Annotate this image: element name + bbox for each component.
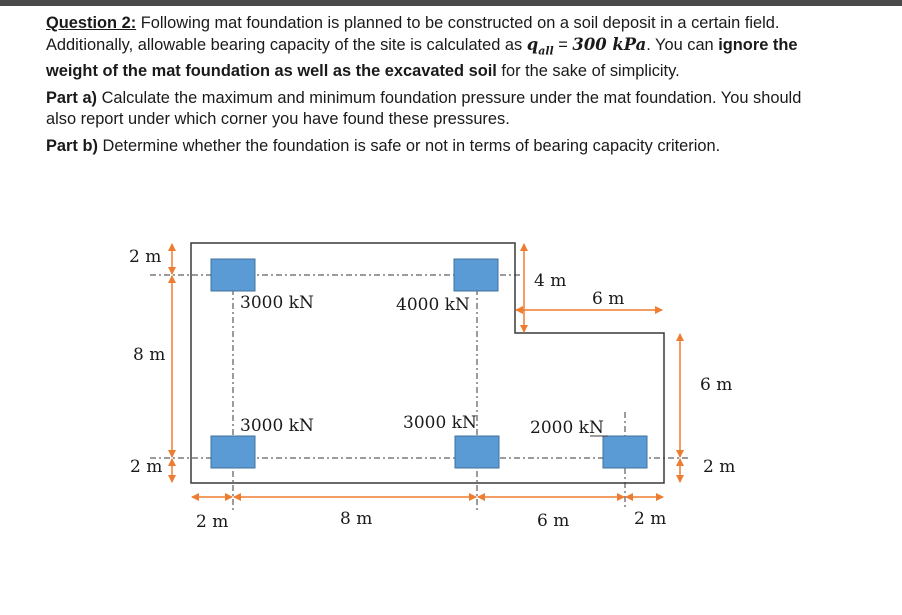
part-a-label: Part a): [46, 89, 98, 108]
dim-left-top: 2 m: [129, 247, 162, 267]
column-bot-left: [211, 436, 255, 468]
dim-notch-depth: 4 m: [534, 271, 567, 291]
foundation-outline: [191, 243, 664, 483]
dim-left-bottom: 2 m: [130, 457, 163, 477]
dim-notch-width: 6 m: [592, 289, 625, 309]
question-after-value: . You can: [646, 36, 719, 54]
dim-bottom-1: 2 m: [196, 512, 229, 532]
dim-right-upper: 6 m: [700, 375, 733, 395]
q-value: 300 kPa: [572, 35, 647, 54]
part-a-text: Calculate the maximum and minimum foundation pressure under the mat foundation. You should also report under which corner you have found these pressures.: [46, 89, 802, 129]
dim-left-middle: 8 m: [133, 345, 166, 365]
dim-bottom-2: 8 m: [340, 509, 373, 529]
column-bot-right: [603, 436, 647, 468]
q-equals: =: [553, 36, 573, 54]
dim-bottom-4: 2 m: [634, 509, 667, 529]
load-label-bot-right: 2000 kN: [530, 418, 604, 438]
part-b-label: Part b): [46, 137, 98, 156]
bold-instruction: ignore the weight of the mat foundation as well as the excavated soil: [46, 36, 798, 81]
load-label-top-left: 3000 kN: [240, 293, 314, 313]
question-label: Question 2:: [46, 14, 137, 32]
load-label-bot-mid: 3000 kN: [403, 413, 477, 433]
question-tail: for the sake of simplicity.: [496, 62, 680, 81]
dim-right-lower: 2 m: [703, 457, 736, 477]
column-bot-mid: [455, 436, 499, 468]
dim-bottom-3: 6 m: [537, 511, 570, 531]
q-symbol: $q_{all}$: [526, 35, 554, 58]
column-top-left: [211, 259, 255, 291]
load-label-bot-left: 3000 kN: [240, 416, 314, 436]
column-top-mid: [454, 259, 498, 291]
load-label-top-mid: 4000 kN: [396, 295, 470, 315]
part-b-text: Determine whether the foundation is safe or not in terms of bearing capacity criterion.: [97, 137, 721, 156]
question-intro: Following mat foundation is planned to be constructed on a soil deposit in a certain field. Additionally, allowable bearing capacity of the site is calculated as: [46, 14, 780, 54]
